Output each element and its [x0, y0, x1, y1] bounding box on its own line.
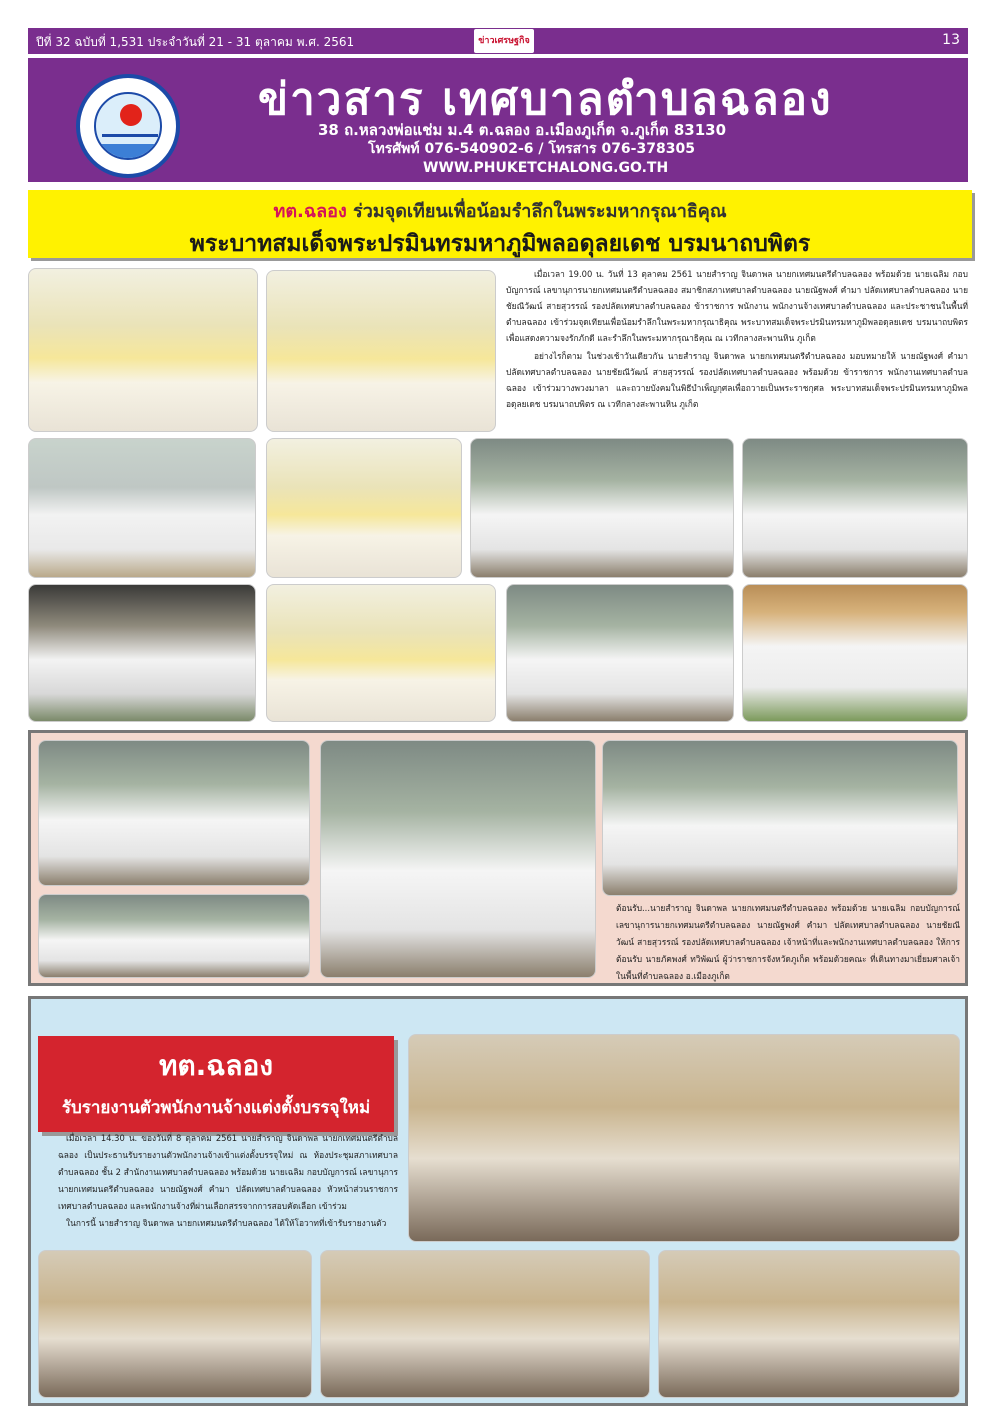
issue-info: ปีที่ 32 ฉบับที่ 1,531 ประจำวันที่ 21 - 31 ตุลาคม พ.ศ. 2561	[36, 35, 355, 49]
article-paragraph: เมื่อเวลา 19.00 น. วันที่ 13 ตุลาคม 2561 นายสำราญ จินดาพล นายกเทศมนตรีตำบลฉลอง พร้อมด้วย นายเฉลิม กอบบัญการณ์ เลขานุการนายกเทศมนตรีตำบลฉลอง สมาชิกสภาเทศบาลตำบลฉลอง นายณัฐพงศ์ คำมา ปลัดเทศบาลตำบลฉลอง นายชัยณีวัฒน์ สายสุวรรณ์ รองปลัดเทศบาลตำบลฉลอง ข้าราชการ พนักงาน พนักงานจ้างเทศบาลตำบลฉลอง และประชาชนในพื้นที่ตำบลฉลอง เข้าร่วมจุดเทียนเพื่อน้อมรำลึกในพระมหากรุณาธิคุณ พระบาทสมเด็จพระปรมินทรมหาภูมิพลอดุลยเดช บรมนาถบพิตร เพื่อแสดงความจงรักภักดี และรำลึกในพระมหากรุณาธิคุณ ณ เวทีกลางสะพานหิน ภูเก็ต	[506, 269, 968, 343]
masthead-phone: โทรศัพท์ 076-540902-6 / โทรสาร 076-378305	[368, 141, 695, 157]
article-candle-ceremony	[506, 266, 968, 414]
article-shrine-visit: ต้อนรับ...นายสำราญ จินดาพล นายกเทศมนตรีตำบลฉลอง พร้อมด้วย นายเฉลิม กอบบัญการณ์ เลขานุการนายกเทศมนตรีตำบลฉลอง นายณัฐพงศ์ คำมา ปลัดเทศบาลตำบลฉลอง นายชัยณีวัฒน์ สายสุวรรณ์ รองปลัดเทศบาลตำบลฉลอง เจ้าหน้าที่และพนักงานเทศบาลตำบลฉลอง ให้การต้อนรับ นายภัคพงศ์ ทวิพัฒน์ ผู้ว่าราชการจังหวัดภูเก็ต พร้อมด้วยคณะ ที่เดินทางมาเยี่ยมศาลเจ้าในพื้นที่ตำบลฉลอง อ.เมืองภูเก็ต	[616, 903, 960, 981]
shrine-visit-photo-3	[38, 894, 310, 978]
headline-line-2: พระบาทสมเด็จพระปรมินทรมหาภูมิพลอดุลยเดช บรมนาถบพิตร	[189, 231, 811, 257]
meeting-staff-photo	[320, 1250, 650, 1398]
group-under-tent-photo	[266, 438, 462, 578]
newspaper-logo: ข่าวเศรษฐกิจ	[474, 29, 534, 53]
headline-banner	[28, 190, 972, 258]
wreath-group-photo-1	[470, 438, 734, 578]
masthead-title: ข่าวสาร เทศบาลตำบลฉลอง	[258, 74, 833, 125]
section-title: ทต.ฉลอง	[159, 1049, 273, 1082]
municipality-seal-icon	[76, 74, 180, 178]
page-number: 13	[942, 32, 960, 48]
article-new-staff	[58, 1130, 398, 1232]
meeting-speaker-photo	[658, 1250, 960, 1398]
masthead-address: 38 ถ.หลวงพ่อแช่ม ม.4 ต.ฉลอง อ.เมืองภูเก็ต จ.ภูเก็ต 83130	[318, 121, 727, 139]
officials-tent-photo	[266, 584, 496, 722]
article-paragraph: อย่างไรก็ตาม ในช่วงเช้าวันเดียวกัน นายสำราญ จินดาพล นายกเทศมนตรีตำบลฉลอง มอบหมายให้ นายณัฐพงศ์ คำมา ปลัดเทศบาลตำบลฉลอง นายชัยณีวัฒน์ สายสุวรรณ์ รองปลัดเทศบาลตำบลฉลอง พร้อมด้วย ข้าราชการ พนักงานเทศบาลตำบลฉลอง เข้าร่วมวางพวงมาลา และถวายบังคมในพิธีบำเพ็ญกุศลเพื่อถวายเป็นพระราชกุศล พระบาทสมเด็จพระปรมินทรมหาภูมิพลอดุลยเดช บรมนาถบพิตร ณ เวทีกลางสะพานหิน ภูเก็ต	[506, 351, 968, 409]
ceremony-stage-photo	[28, 268, 258, 432]
shrine-visit-photo-4	[602, 740, 958, 896]
article-paragraph: เมื่อเวลา 14.30 น. ของวันที่ 8 ตุลาคม 2561 นายสำราญ จินดาพล นายกเทศมนตรีตำบลฉลอง เป็นประธานรับรายงานตัวพนักงานจ้างเข้าแต่งตั้งบรรจุใหม่ ณ ห้องประชุมสภาเทศบาลตำบลฉลอง ชั้น 2 สำนักงานเทศบาลตำบลฉลอง พร้อมด้วย นายเฉลิม กอบบัญการณ์ เลขานุการนายกเทศมนตรีตำบลฉลอง นายณัฐพงศ์ คำมา ปลัดเทศบาลตำบลฉลอง หัวหน้าส่วนราชการเทศบาลตำบลฉลอง และพนักงานจ้างที่ผ่านเลือกสรรจากการสอบคัดเลือก เข้าร่วม	[58, 1133, 398, 1211]
crowd-field-photo	[742, 584, 968, 722]
officials-outdoor-photo	[506, 584, 734, 722]
group-on-stage-photo	[266, 270, 496, 432]
wreath-group-photo-2	[742, 438, 968, 578]
headline-line-1	[28, 196, 972, 225]
masthead-website[interactable]: WWW.PHUKETCHALONG.GO.TH	[423, 160, 669, 176]
shrine-visit-walk-photo	[38, 740, 310, 886]
issue-header-bar	[28, 28, 968, 54]
headline-line-1-rest: ร่วมจุดเทียนเพื่อน้อมรำลึกในพระมหากรุณาธิคุณ	[346, 201, 727, 222]
section-title-box	[38, 1036, 394, 1132]
shrine-visit-group-photo	[320, 740, 596, 978]
section-subtitle: รับรายงานตัวพนักงานจ้างแต่งตั้งบรรจุใหม่	[61, 1098, 371, 1118]
officials-night-photo	[28, 584, 256, 722]
masthead	[28, 58, 968, 182]
article-paragraph: ในการนี้ นายสำราญ จินดาพล นายกเทศมนตรีตำบลฉลอง ได้ให้โอวาทที่เข้ารับรายงานตัว	[66, 1218, 387, 1228]
meeting-chair-photo	[38, 1250, 312, 1398]
headline-org: ทต.ฉลอง	[273, 201, 347, 222]
meeting-room-photo	[408, 1034, 960, 1242]
saluting-photo	[28, 438, 256, 578]
